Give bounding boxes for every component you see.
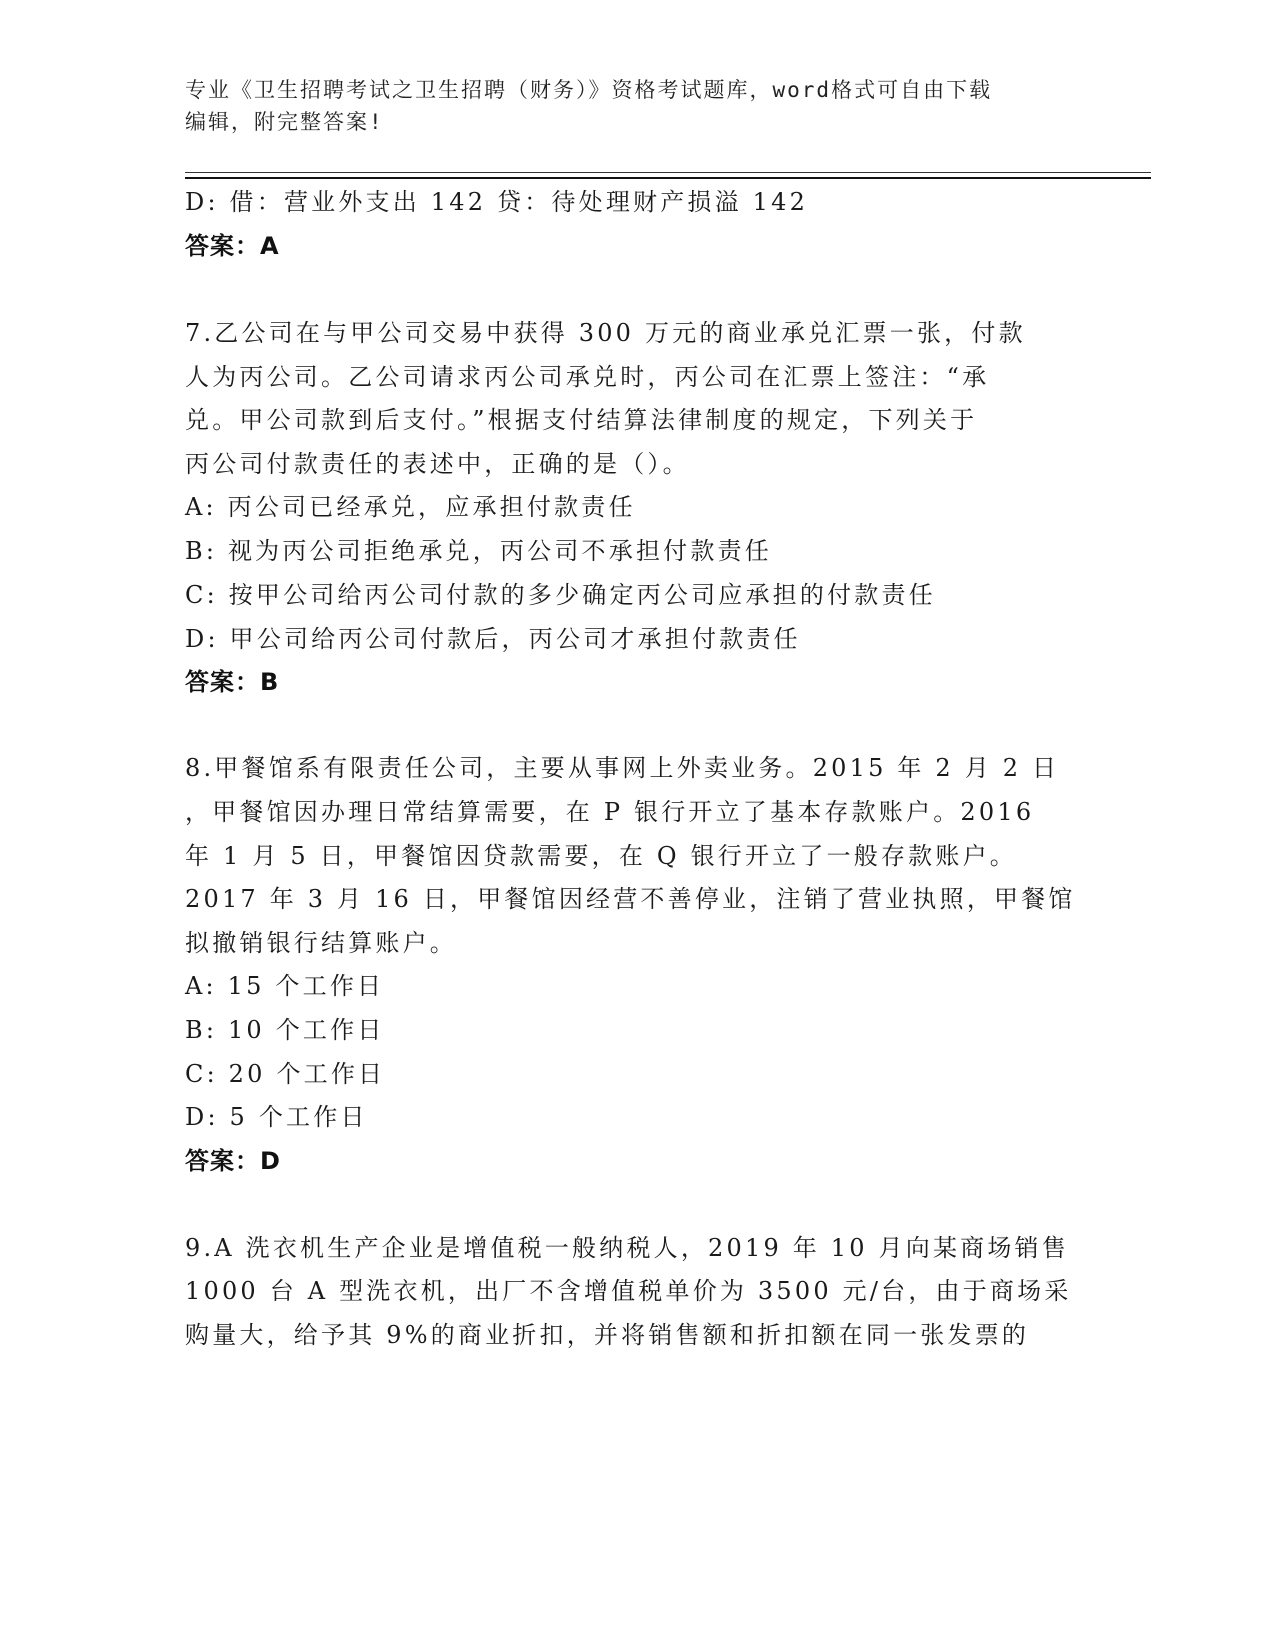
q7-stem-line-3: 兑。甲公司款到后支付。”根据支付结算法律制度的规定，下列关于 (185, 406, 978, 434)
q9-stem-line-3: 购量大，给予其 9%的商业折扣，并将销售额和折扣额在同一张发票的 (185, 1321, 1030, 1349)
q7-stem-line-1: 7.乙公司在与甲公司交易中获得 300 万元的商业承兑汇票一张，付款 (185, 319, 1026, 347)
q8-answer: 答案：D (185, 1147, 281, 1175)
q8-option-c: C: 20 个工作日 (185, 1060, 386, 1088)
q7-option-a: A: 丙公司已经承兑，应承担付款责任 (185, 493, 636, 521)
q7-option-b: B: 视为丙公司拒绝承兑，丙公司不承担付款责任 (185, 537, 772, 565)
q9-stem-line-1: 9.A 洗衣机生产企业是增值税一般纳税人，2019 年 10 月向某商场销售 (185, 1234, 1069, 1262)
q9-stem-line-2: 1000 台 A 型洗衣机，出厂不含增值税单价为 3500 元/台，由于商场采 (185, 1277, 1072, 1305)
q7-answer: 答案：B (185, 668, 280, 696)
q8-option-b: B: 10 个工作日 (185, 1016, 385, 1044)
q8-stem-line-1: 8.甲餐馆系有限责任公司，主要从事网上外卖业务。2015 年 2 月 2 日 (185, 754, 1060, 782)
q8-stem-line-4: 2017 年 3 月 16 日，甲餐馆因经营不善停业，注销了营业执照，甲餐馆 (185, 885, 1076, 913)
q6-option-d: D: 借：营业外支出 142 贷：待处理财产损溢 142 (185, 188, 809, 216)
q8-option-d: D: 5 个工作日 (185, 1103, 368, 1131)
q7-option-d: D: 甲公司给丙公司付款后，丙公司才承担付款责任 (185, 625, 801, 653)
q7-stem-line-2: 人为丙公司。乙公司请求丙公司承兑时，丙公司在汇票上签注：“承 (185, 363, 990, 391)
header-line-1: 专业《卫生招聘考试之卫生招聘（财务）》资格考试题库，word格式可自由下载 (185, 78, 993, 102)
q8-stem-line-2: ，甲餐馆因办理日常结算需要，在 P 银行开立了基本存款账户。2016 (185, 798, 1035, 826)
q7-option-c: C: 按甲公司给丙公司付款的多少确定丙公司应承担的付款责任 (185, 581, 936, 609)
q6-answer: 答案：A (185, 232, 280, 260)
header-line-2: 编辑，附完整答案! (185, 110, 384, 134)
q8-stem-line-3: 年 1 月 5 日，甲餐馆因贷款需要，在 Q 银行开立了一般存款账户。 (185, 842, 1017, 870)
q8-option-a: A: 15 个工作日 (185, 972, 385, 1000)
header-divider-thick (185, 177, 1151, 179)
q7-stem-line-4: 丙公司付款责任的表述中，正确的是（）。 (185, 450, 690, 478)
header-divider-thin (185, 172, 1151, 173)
q8-stem-line-5: 拟撤销银行结算账户。 (185, 929, 457, 957)
document-header (185, 74, 1065, 138)
